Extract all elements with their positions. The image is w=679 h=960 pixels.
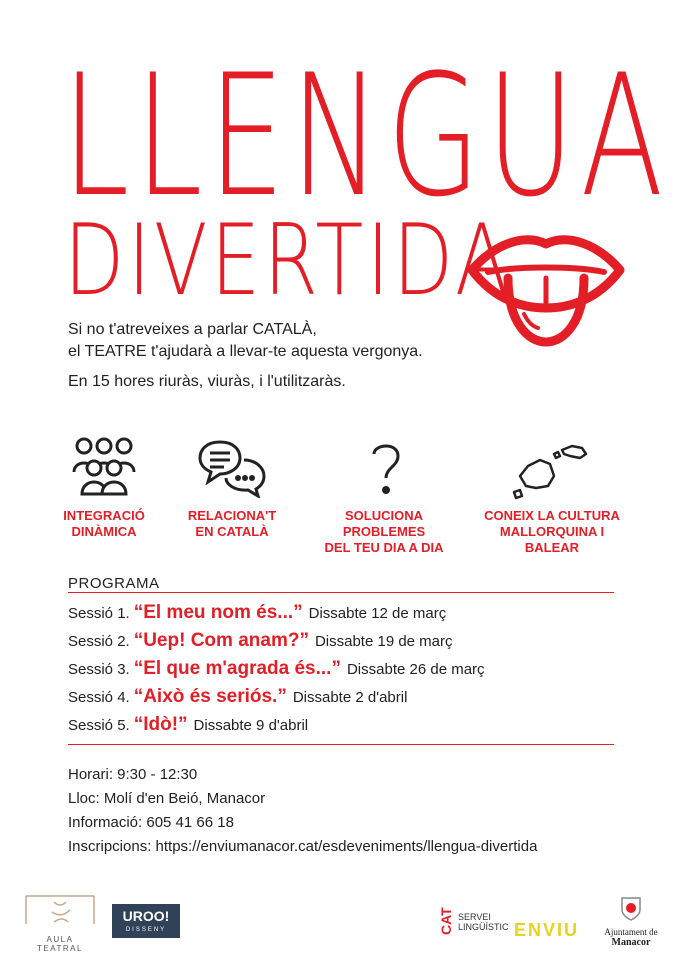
- session-row: [68, 714, 308, 736]
- session-row: [68, 658, 485, 680]
- programa-top-rule: [68, 592, 614, 593]
- session-name: “El que m'agrada és...”: [133, 658, 341, 679]
- ajuntament-de-text: Ajuntament de: [604, 927, 658, 937]
- title-line-1: LLENGUA: [62, 38, 670, 234]
- islands-map-icon: [510, 440, 590, 500]
- horari-text: Horari: 9:30 - 12:30: [68, 766, 198, 783]
- cat-logo: CAT: [438, 907, 454, 935]
- session-date: Dissabte 9 d'abril: [193, 717, 309, 734]
- session-prefix: Sessió 1.: [68, 605, 130, 622]
- aula-teatral-logo: [24, 892, 96, 953]
- session-row: [68, 602, 446, 624]
- intro-line-2: el TEATRE t'ajudarà a llevar-te aquesta vergonya.: [68, 343, 423, 360]
- coat-of-arms-icon: [620, 896, 642, 922]
- session-name: “Idò!”: [133, 714, 188, 735]
- feature-label-relaciona: RELACIONA'T EN CATALÀ: [187, 508, 277, 539]
- informacio-text: Informació: 605 41 66 18: [68, 814, 234, 831]
- session-date: Dissabte 2 d'abril: [292, 689, 408, 706]
- chat-bubbles-icon: [198, 438, 268, 498]
- manacor-text: Manacor: [611, 937, 651, 948]
- session-prefix: Sessió 3.: [68, 661, 130, 678]
- session-date: Dissabte 12 de març: [308, 605, 447, 622]
- uroo-logo: [112, 904, 180, 938]
- feature-label-integracio: INTEGRACIÓ DINÀMICA: [63, 508, 145, 539]
- session-row: [68, 630, 453, 652]
- session-name: “Uep! Com anam?”: [133, 630, 309, 651]
- ajuntament-manacor-logo: [598, 896, 664, 948]
- uroo-text: UROO!: [122, 908, 170, 924]
- session-prefix: Sessió 2.: [68, 633, 130, 650]
- servei-text: SERVEI: [458, 912, 491, 922]
- aula-teatral-text: AULA TEATRAL: [37, 935, 83, 953]
- intro-line-3: En 15 hores riuràs, viuràs, i l'utilitzaràs.: [68, 373, 346, 390]
- linguistic-text: LINGÜÍSTIC: [458, 922, 509, 932]
- servei-linguistic-logo: [458, 912, 509, 932]
- session-name: “Això és seriós.”: [133, 686, 287, 707]
- programa-heading: PROGRAMA: [68, 575, 160, 592]
- inscripcions-link[interactable]: Inscripcions: https://enviumanacor.cat/esdeveniments/llengua-divertida: [68, 838, 538, 855]
- feature-label-coneix: CONEIX LA CULTURA MALLORQUINA I BALEAR: [484, 508, 620, 555]
- title-line-2: DIVERTIDA: [64, 204, 512, 318]
- session-name: “El meu nom és...”: [133, 602, 303, 623]
- enviu-logo: ENVIU: [514, 920, 580, 940]
- intro-line-1: Si no t'atreveixes a parlar CATALÀ,: [68, 321, 317, 338]
- session-prefix: Sessió 4.: [68, 689, 130, 706]
- session-row: [68, 686, 407, 708]
- programa-bottom-rule: [68, 744, 614, 745]
- mouth-tongue-icon: [466, 222, 626, 352]
- question-mark-icon: [366, 440, 406, 496]
- session-prefix: Sessió 5.: [68, 717, 130, 734]
- feature-label-soluciona: SOLUCIONA PROBLEMES DEL TEU DIA A DIA: [324, 508, 444, 555]
- group-icon: [68, 436, 140, 498]
- session-date: Dissabte 26 de març: [346, 661, 485, 678]
- uroo-sub-text: DISSENY: [125, 927, 167, 933]
- session-date: Dissabte 19 de març: [314, 633, 453, 650]
- lloc-text: Lloc: Molí d'en Beió, Manacor: [68, 790, 266, 807]
